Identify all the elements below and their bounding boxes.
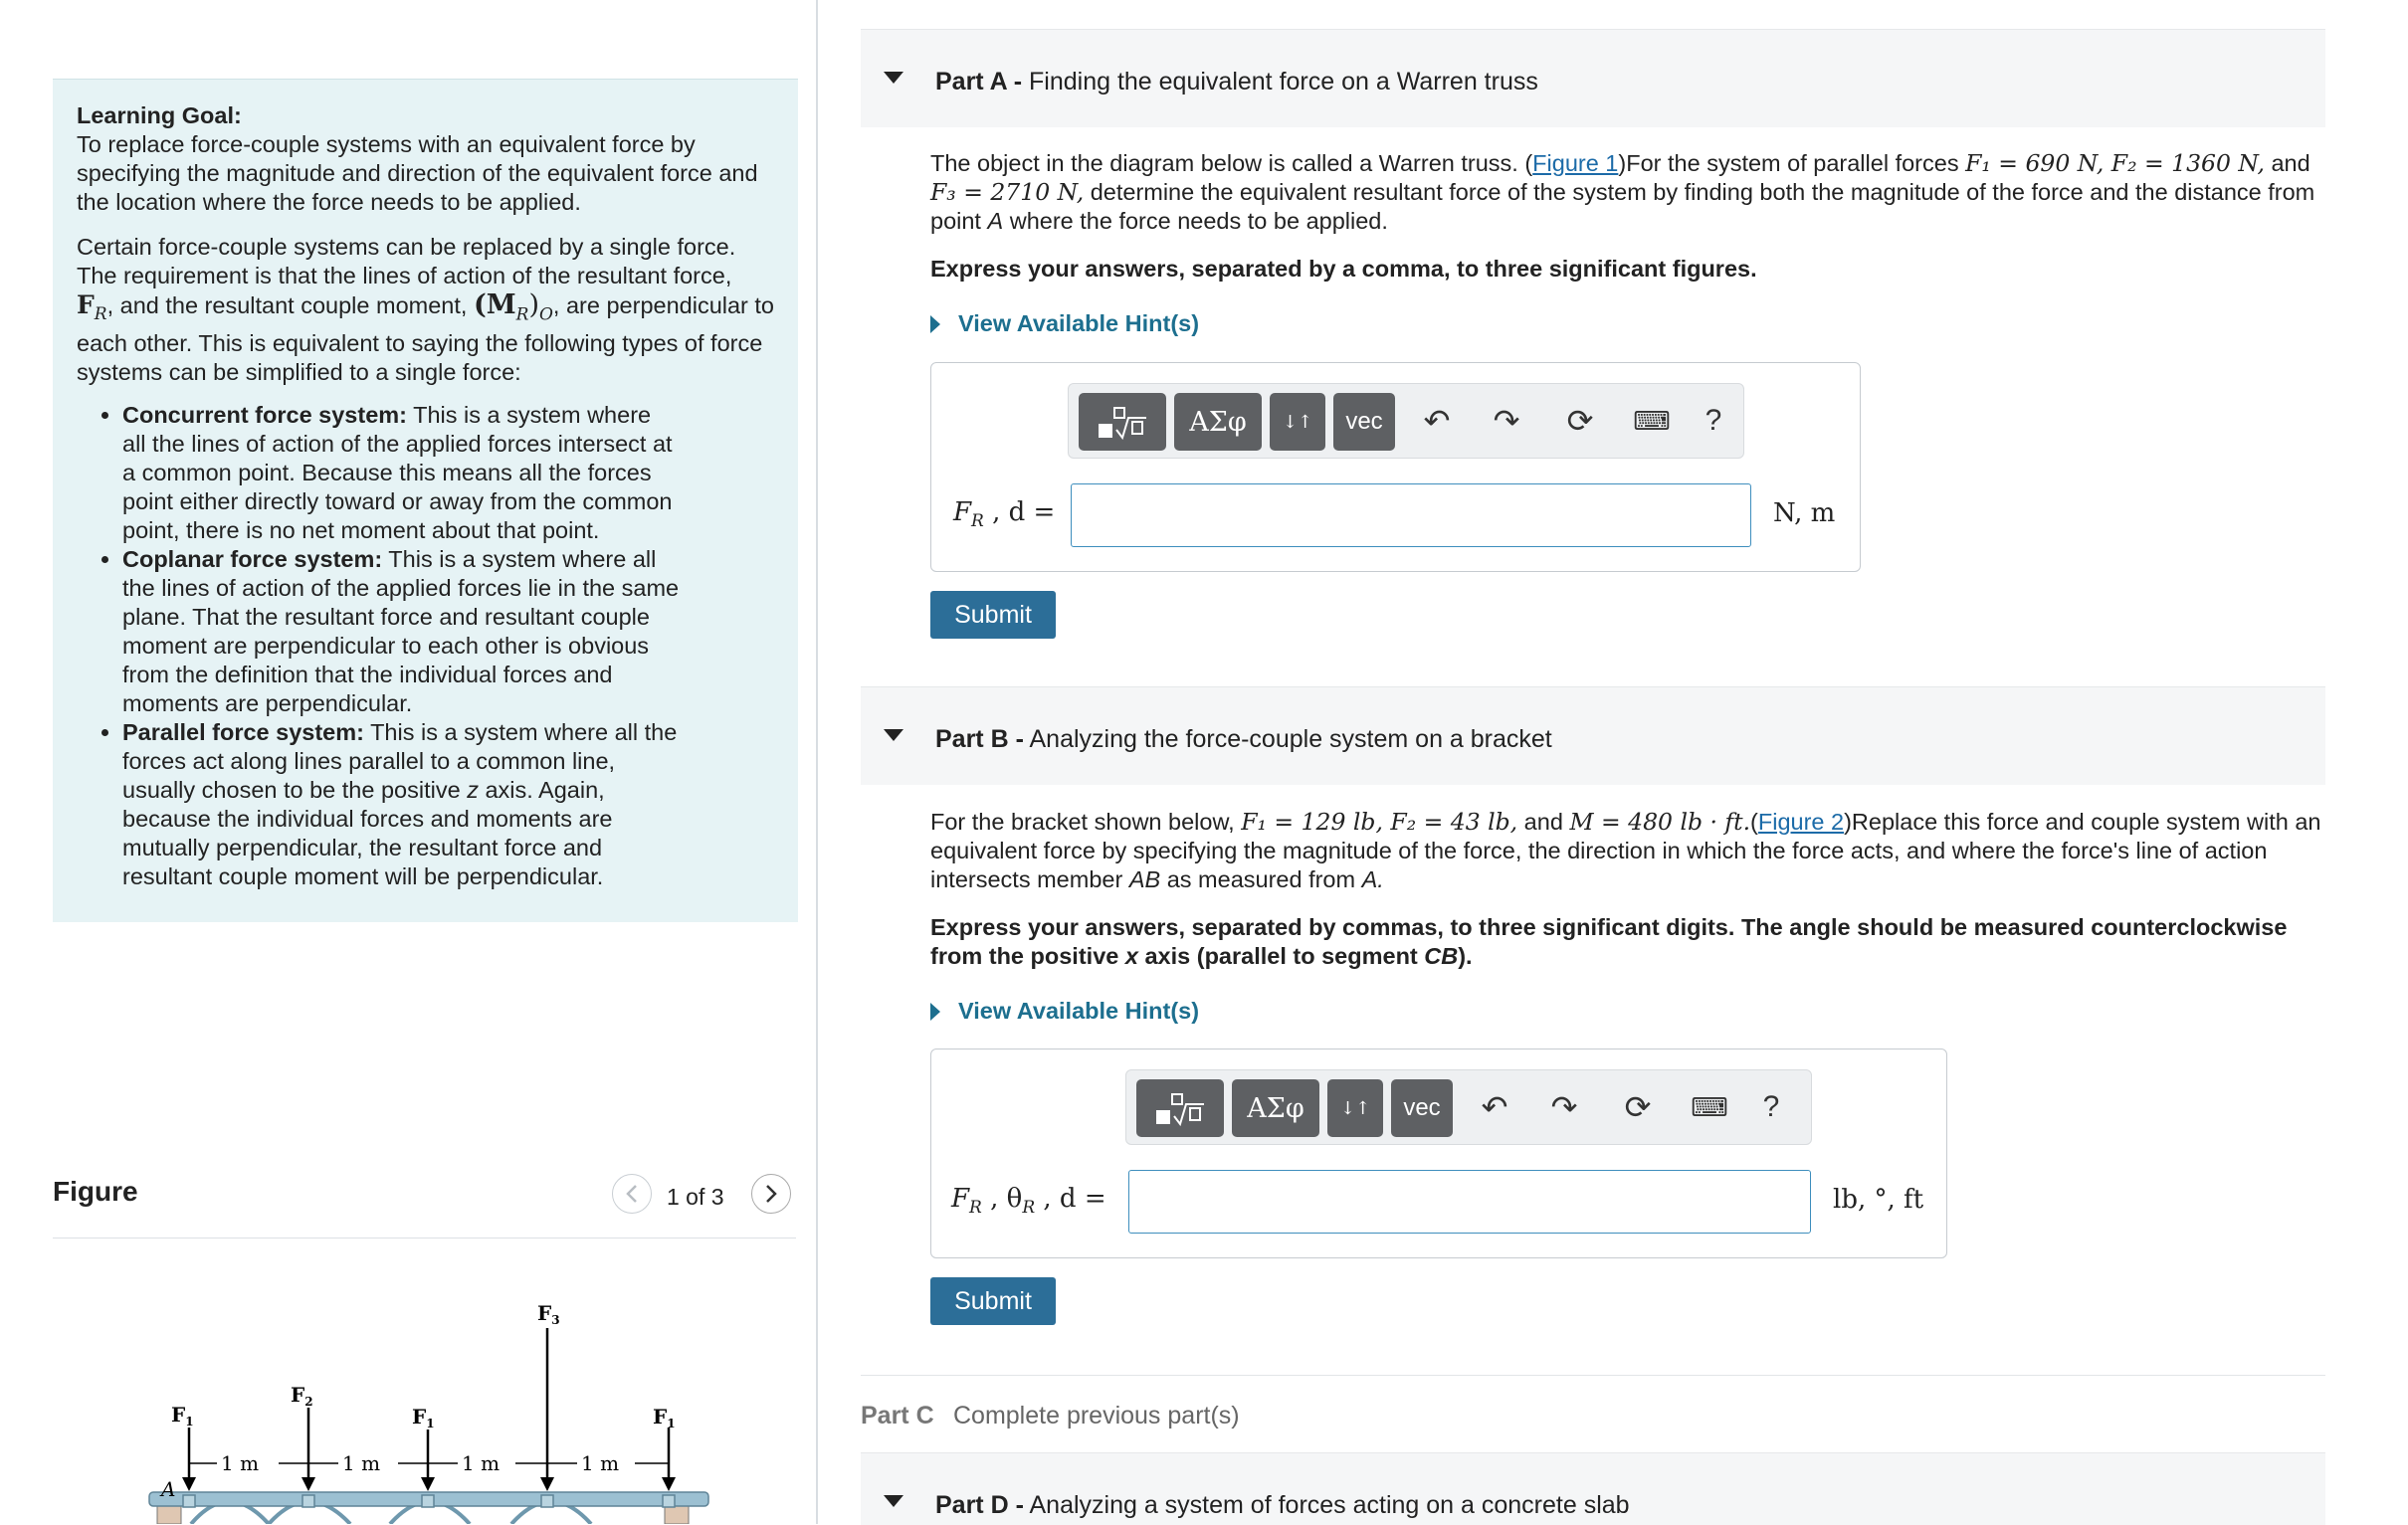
chevron-left-icon (625, 1184, 639, 1204)
figure-count: 1 of 3 (667, 1184, 724, 1210)
f2-label: $F_2$ (291, 1383, 313, 1409)
part-b-instruction: Express your answers, separated by commas, to three significant digits. The angle should be measured counterclockwise from the positive x axis (parallel to segment CB). (930, 914, 2288, 969)
vector-button[interactable]: vec (1333, 393, 1395, 451)
templates-button[interactable] (1136, 1079, 1224, 1137)
help-button[interactable]: ? (1762, 1090, 1780, 1123)
arrowheads (182, 1477, 676, 1491)
force-system-list (77, 401, 774, 891)
next-figure-button[interactable] (751, 1174, 791, 1214)
reset-icon[interactable]: ⟳ (1624, 1089, 1652, 1125)
undo-icon[interactable]: ↶ (1423, 403, 1451, 439)
part-a-instruction: Express your answers, separated by a comma, to three significant figures. (930, 256, 1757, 282)
part-b-units: lb, °, ft (1833, 1185, 1924, 1215)
part-a-units: N, m (1773, 498, 1836, 528)
dim-label-4: 1 m (581, 1451, 620, 1475)
figure-1-link[interactable]: Figure 1 (1532, 150, 1619, 176)
dim-label-2: 1 m (342, 1451, 381, 1475)
part-b-answer-input[interactable] (1128, 1170, 1811, 1234)
greek-symbols-button[interactable]: ΑΣφ (1174, 393, 1262, 451)
list-item: • Coplanar force system: This is a system where all the lines of action of the applied forces lie in the same plane. That the resultant force and resultant couple moment are perpendicular to each other is obvious from the definition that the individual forces and moments are perpendicular. (122, 545, 680, 718)
arrows-button[interactable]: ↓↑ (1270, 393, 1325, 451)
part-a-title: Part A - Finding the equivalent force on a Warren truss (935, 68, 1538, 95)
part-a-header[interactable] (861, 29, 2325, 127)
part-d-header[interactable] (861, 1452, 2325, 1525)
figure-title: Figure (53, 1176, 138, 1207)
figure-header (53, 1162, 796, 1239)
learning-goal-box (53, 79, 798, 922)
part-a-answer-label: $F_R$ , d = (953, 497, 1056, 532)
keyboard-icon[interactable]: ⌨ (1691, 1091, 1728, 1122)
math-toolbar (1125, 1069, 1812, 1145)
goal-title: Learning Goal: (77, 102, 242, 128)
part-b-submit-button[interactable]: Submit (930, 1277, 1056, 1325)
sqrt-template-icon (1093, 402, 1152, 442)
warren-truss-figure (129, 1268, 726, 1524)
chevron-right-icon (764, 1184, 778, 1204)
part-b-hint-toggle[interactable]: View Available Hint(s) (930, 998, 1199, 1025)
vector-button[interactable]: vec (1391, 1079, 1453, 1137)
keyboard-icon[interactable]: ⌨ (1633, 405, 1671, 436)
undo-icon[interactable]: ↶ (1481, 1089, 1508, 1125)
part-a-submit-button[interactable]: Submit (930, 591, 1056, 639)
sqrt-template-icon (1150, 1088, 1210, 1128)
part-b-answer-label: $F_R$ , $\theta_R$ , d = (951, 1184, 1106, 1219)
expand-triangle-icon (930, 1003, 940, 1021)
arrows-button[interactable]: ↓↑ (1327, 1079, 1383, 1137)
collapse-triangle-icon[interactable] (884, 729, 903, 741)
part-a-hint-toggle[interactable]: View Available Hint(s) (930, 310, 1199, 337)
mr-symbol: $(M_R)_O$ (473, 289, 553, 325)
part-d-title: Part D - Analyzing a system of forces acting on a concrete slab (935, 1491, 1630, 1519)
list-item: • Parallel force system: This is a system where all the forces act along lines parallel to a common line, usually chosen to be the positive z axis. Again, because the individual forces and moments are mutually perpendicular, the resultant force and resultant couple moment will be perpendicular. (122, 718, 680, 891)
dim-label-3: 1 m (462, 1451, 501, 1475)
intro-text-3: , are perpendicular to each other. This is equivalent to saying the following types of force systems can be simplified to a single force: (77, 292, 775, 386)
part-a-answer-box (930, 362, 1861, 572)
collapse-triangle-icon[interactable] (884, 72, 903, 84)
part-b-question: For the bracket shown below, F₁ = 129 lb, F₂ = 43 lb, and M = 480 lb · ft.(Figure 2)Replace this force and couple system with an equivalent force by specifying the magnitude of the force, the direction in which the force acts, and where the force's line of action intersects member AB as measured from A. (930, 808, 2321, 892)
f1-label-1: $F_1$ (171, 1403, 194, 1429)
f3-label: $F_3$ (537, 1301, 560, 1327)
part-a-answer-input[interactable] (1071, 483, 1751, 547)
f1-label-2: $F_1$ (412, 1405, 435, 1430)
redo-icon[interactable]: ↷ (1493, 403, 1520, 439)
prev-figure-button[interactable] (612, 1174, 652, 1214)
intro-paragraph (77, 233, 774, 387)
templates-button[interactable] (1079, 393, 1166, 451)
part-b-title: Part B - Analyzing the force-couple system on a bracket (935, 725, 1552, 753)
collapse-triangle-icon[interactable] (884, 1495, 903, 1507)
reset-icon[interactable]: ⟳ (1566, 403, 1594, 439)
part-b-answer-box (930, 1048, 1947, 1258)
fr-symbol: $F_R$ (77, 290, 107, 324)
f1-label-3: $F_1$ (653, 1405, 676, 1430)
right-panel (818, 0, 2408, 1524)
intro-text-1: Certain force-couple systems can be replaced by a single force. The requirement is that the lines of action of the resultant force, (77, 234, 736, 288)
help-button[interactable]: ? (1705, 404, 1722, 437)
expand-triangle-icon (930, 315, 940, 333)
part-c-status: Complete previous part(s) (953, 1402, 1240, 1430)
figure-2-link[interactable]: Figure 2 (1757, 809, 1845, 835)
part-b-header[interactable] (861, 686, 2325, 785)
part-c-row (861, 1375, 2325, 1435)
list-item: • Concurrent force system: This is a system where all the lines of action of the applied forces intersect at a common point. Because this means all the forces point either directly toward or away from the common point, there is no net moment about that point. (122, 401, 680, 545)
intro-text-2: , and the resultant couple moment, (106, 292, 468, 318)
redo-icon[interactable]: ↷ (1550, 1089, 1578, 1125)
part-c-label: Part C (861, 1402, 934, 1430)
part-a-question: The object in the diagram below is called a Warren truss. (Figure 1)For the system of parallel forces F₁ = 690 N, F₂ = 1360 N, and F₃ = 2710 N, determine the equivalent resultant force of the system by finding both the magnitude of the force and the distance from point A where the force needs to be applied. (930, 149, 2315, 234)
greek-symbols-button[interactable]: ΑΣφ (1232, 1079, 1319, 1137)
dim-label-1: 1 m (221, 1451, 260, 1475)
math-toolbar (1068, 383, 1744, 459)
point-a-label: A (161, 1477, 176, 1501)
goal-text: To replace force-couple systems with an equivalent force by specifying the magnitude and direction of the equivalent force and the location where the force needs to be applied. (77, 131, 758, 215)
left-panel (0, 0, 818, 1524)
